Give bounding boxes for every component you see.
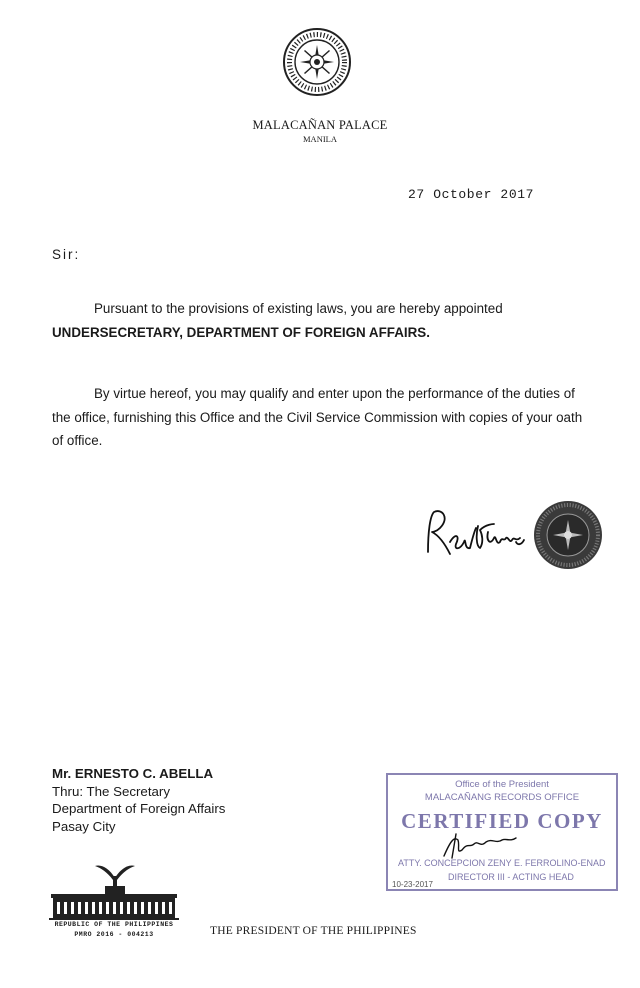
stamp-records-office: MALACAÑANG RECORDS OFFICE bbox=[424, 792, 580, 803]
appointment-text: Pursuant to the provisions of existing laws, you are hereby appointed bbox=[94, 301, 503, 316]
stamp-office: Office of the President bbox=[455, 779, 549, 790]
letter-date: 27 October 2017 bbox=[408, 187, 535, 202]
addressee-name: Mr. ERNESTO C. ABELLA bbox=[52, 766, 214, 781]
stamp-title: CERTIFIED COPY bbox=[401, 809, 603, 833]
dry-seal-icon bbox=[533, 500, 603, 570]
stamp-officer: ATTY. CONCEPCION ZENY E. FERROLINO-ENAD bbox=[398, 858, 606, 868]
presidential-seal-icon bbox=[282, 27, 352, 97]
addressee-city: Pasay City bbox=[52, 818, 116, 834]
logo-code: PMRO 2016 - 004213 bbox=[74, 931, 154, 938]
addressee-department: Department of Foreign Affairs bbox=[52, 801, 226, 816]
letterhead-title: MALACAÑAN PALACE bbox=[252, 118, 388, 132]
stamp-signature-icon bbox=[440, 828, 520, 862]
appointment-position: UNDERSECRETARY, DEPARTMENT OF FOREIGN AFFAIRS. bbox=[52, 324, 430, 340]
stamp-position: DIRECTOR III - ACTING HEAD bbox=[448, 872, 574, 882]
appointment-paragraph bbox=[52, 297, 590, 344]
footer-title: THE PRESIDENT OF THE PHILIPPINES bbox=[210, 925, 417, 937]
signature-icon bbox=[420, 502, 532, 564]
duties-paragraph: By virtue hereof, you may qualify and enter upon the performance of the duties of the office, furnishing this Office and the Civil Service Commission with copies of your oath of office. bbox=[52, 386, 583, 448]
salutation: Sir: bbox=[52, 247, 81, 262]
logo-caption: REPUBLIC OF THE PHILIPPINES bbox=[54, 921, 174, 928]
addressee-thru: Thru: The Secretary bbox=[52, 783, 170, 799]
letterhead-subtitle: MANILA bbox=[303, 134, 337, 144]
stamp-date: 10-23-2017 bbox=[392, 880, 433, 889]
addressee-block bbox=[52, 765, 225, 835]
